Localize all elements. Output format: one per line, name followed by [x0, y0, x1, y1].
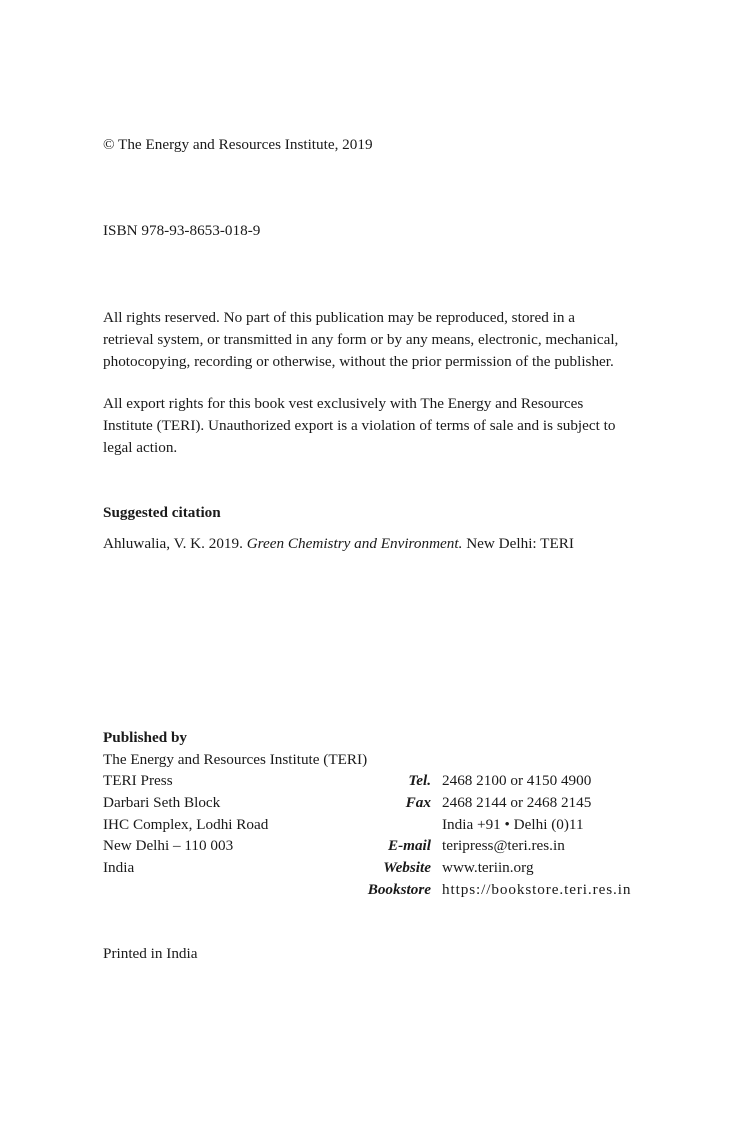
bookstore-link[interactable]: https://bookstore.teri.res.in: [442, 880, 632, 898]
export-line: Institute (TERI). Unauthorized export is a violation of terms of sale and is subject to: [103, 417, 616, 434]
publisher-row: [103, 792, 663, 814]
contact-label: Website: [383, 859, 431, 877]
publisher-row: [103, 814, 663, 836]
contact-label: Tel.: [408, 772, 431, 790]
publisher-block: [103, 727, 663, 901]
contact-label: E-mail: [387, 837, 431, 855]
publisher-row: [103, 770, 663, 792]
contact-label: Fax: [405, 794, 431, 812]
website-link[interactable]: www.teriin.org: [442, 859, 534, 877]
printed-line: Printed in India: [103, 945, 198, 962]
rights-line: All rights reserved. No part of this publication may be reproduced, stored in a: [103, 309, 575, 326]
citation-text: [103, 533, 574, 555]
email-link[interactable]: teripress@teri.res.in: [442, 837, 565, 855]
address-line: IHC Complex, Lodhi Road: [103, 815, 269, 833]
export-paragraph: [103, 393, 615, 459]
citation-place: New Delhi: TERI: [462, 535, 574, 552]
isbn-line: ISBN 978-93-8653-018-9: [103, 222, 261, 239]
contact-label: [323, 814, 431, 836]
tel-value: 2468 2100 or 4150 4900: [442, 772, 592, 790]
export-line: All export rights for this book vest exclusively with The Energy and Resources: [103, 395, 584, 412]
citation-title: Green Chemistry and Environment.: [246, 535, 463, 552]
address-line: [103, 879, 323, 901]
dial-code-value: India +91 • Delhi (0)11: [442, 815, 584, 833]
contact-label: Bookstore: [367, 880, 431, 898]
rights-paragraph: [103, 307, 618, 373]
publisher-row: [103, 857, 663, 879]
address-line: India: [103, 859, 135, 877]
rights-line: photocopying, recording or otherwise, without the prior permission of the publisher.: [103, 353, 614, 370]
fax-value: 2468 2144 or 2468 2145: [442, 794, 592, 812]
publisher-row: [103, 879, 663, 901]
copyright-line: © The Energy and Resources Institute, 2019: [103, 136, 373, 153]
citation-heading: Suggested citation: [103, 504, 221, 521]
address-line: New Delhi – 110 003: [103, 837, 234, 855]
citation-author: Ahluwalia, V. K. 2019.: [103, 535, 247, 552]
rights-line: retrieval system, or transmitted in any form or by any means, electronic, mechanical,: [103, 331, 619, 348]
publisher-name: The Energy and Resources Institute (TERI): [103, 750, 368, 768]
address-line: Darbari Seth Block: [103, 794, 221, 812]
publisher-heading: Published by: [103, 729, 187, 746]
publisher-row: [103, 835, 663, 857]
address-line: TERI Press: [103, 772, 173, 790]
export-line: legal action.: [103, 439, 178, 456]
